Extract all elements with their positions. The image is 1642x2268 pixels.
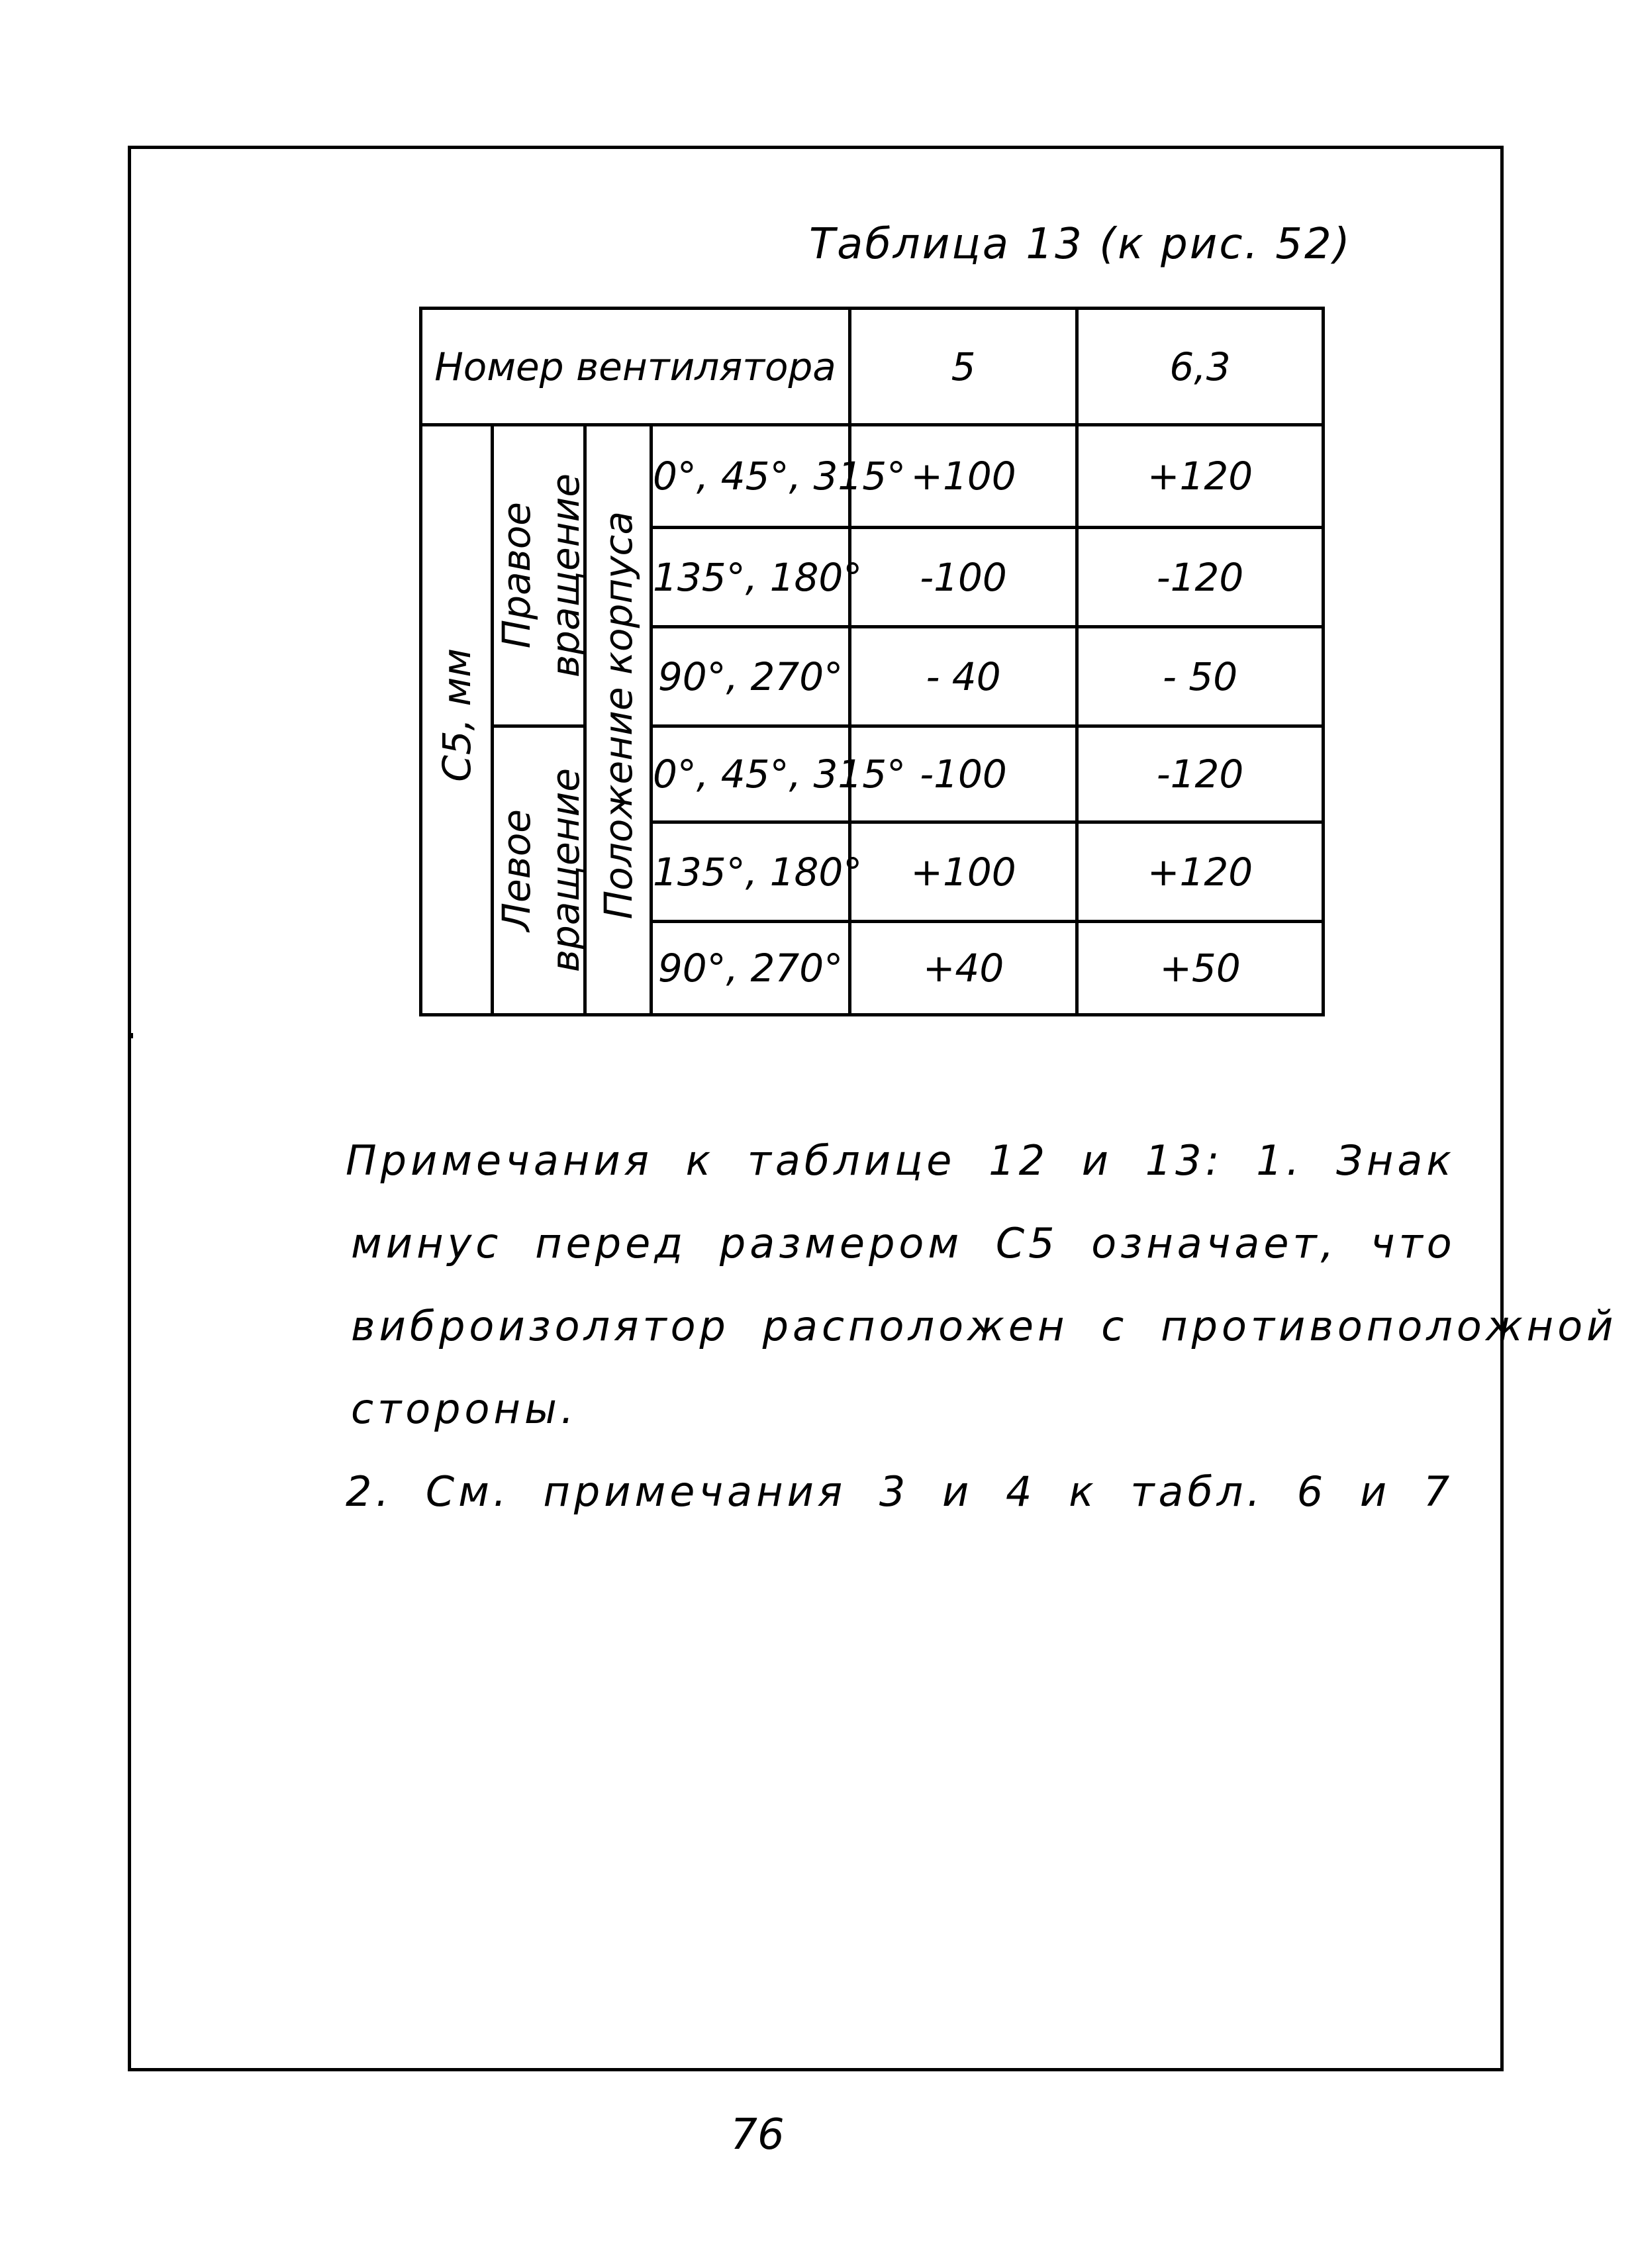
- table-row: [421, 425, 1324, 528]
- header-col-6-3: 6,3: [1077, 309, 1324, 425]
- value-cell-5: -100: [850, 528, 1077, 627]
- value-cell-5: +40: [850, 922, 1077, 1015]
- left-rotation-line1: Левое: [494, 809, 539, 932]
- value-cell-6-3: +120: [1077, 822, 1324, 922]
- angle-cell: 90°, 270°: [652, 627, 850, 726]
- right-rotation-line1: Правое: [494, 502, 539, 649]
- table-caption: Таблица 13 (к рис. 52): [809, 220, 1352, 269]
- value-cell-6-3: +120: [1077, 425, 1324, 528]
- note-line: минус перед размером C5 означает, что: [351, 1219, 1456, 1267]
- page-number: 76: [730, 2110, 785, 2159]
- notes-block: [346, 1119, 1618, 1533]
- position-label-cell: [585, 425, 652, 1015]
- angle-cell: 135°, 180°: [652, 822, 850, 922]
- left-rotation-line2: вращение: [543, 768, 588, 973]
- angle-cell: 90°, 270°: [652, 922, 850, 1015]
- value-cell-5: -100: [850, 726, 1077, 822]
- angle-cell: 0°, 45°, 315°: [652, 425, 850, 528]
- note-line: Примечания к таблице 12 и 13: 1. Знак: [346, 1136, 1455, 1185]
- value-cell-6-3: -120: [1077, 528, 1324, 627]
- right-rotation-cell: [493, 425, 588, 726]
- value-cell-6-3: +50: [1077, 922, 1324, 1015]
- right-rotation-line2: вращение: [543, 473, 588, 678]
- note-line: виброизолятор расположен с противоположной: [351, 1302, 1618, 1350]
- value-cell-6-3: -120: [1077, 726, 1324, 822]
- note-line: стороны.: [351, 1385, 578, 1433]
- position-label: Положение корпуса: [595, 511, 641, 920]
- value-cell-5: - 40: [850, 627, 1077, 726]
- left-rotation-cell: [493, 726, 588, 1015]
- header-col-5: 5: [850, 309, 1077, 425]
- value-cell-5: +100: [850, 822, 1077, 922]
- header-fan-number: Номер вентилятора: [421, 309, 850, 425]
- table-header-row: [421, 309, 1324, 425]
- angle-cell: 0°, 45°, 315°: [652, 726, 850, 822]
- note-line: 2. См. примечания 3 и 4 к табл. 6 и 7: [346, 1467, 1454, 1516]
- angle-cell: 135°, 180°: [652, 528, 850, 627]
- margin-mark: [130, 1033, 133, 1038]
- value-cell-6-3: - 50: [1077, 627, 1324, 726]
- table-row: [421, 726, 1324, 822]
- cs-label: C5, мм: [434, 648, 479, 782]
- cs-label-cell: [421, 425, 493, 1015]
- value-cell-5: +100: [850, 425, 1077, 528]
- data-table: [419, 307, 1325, 1016]
